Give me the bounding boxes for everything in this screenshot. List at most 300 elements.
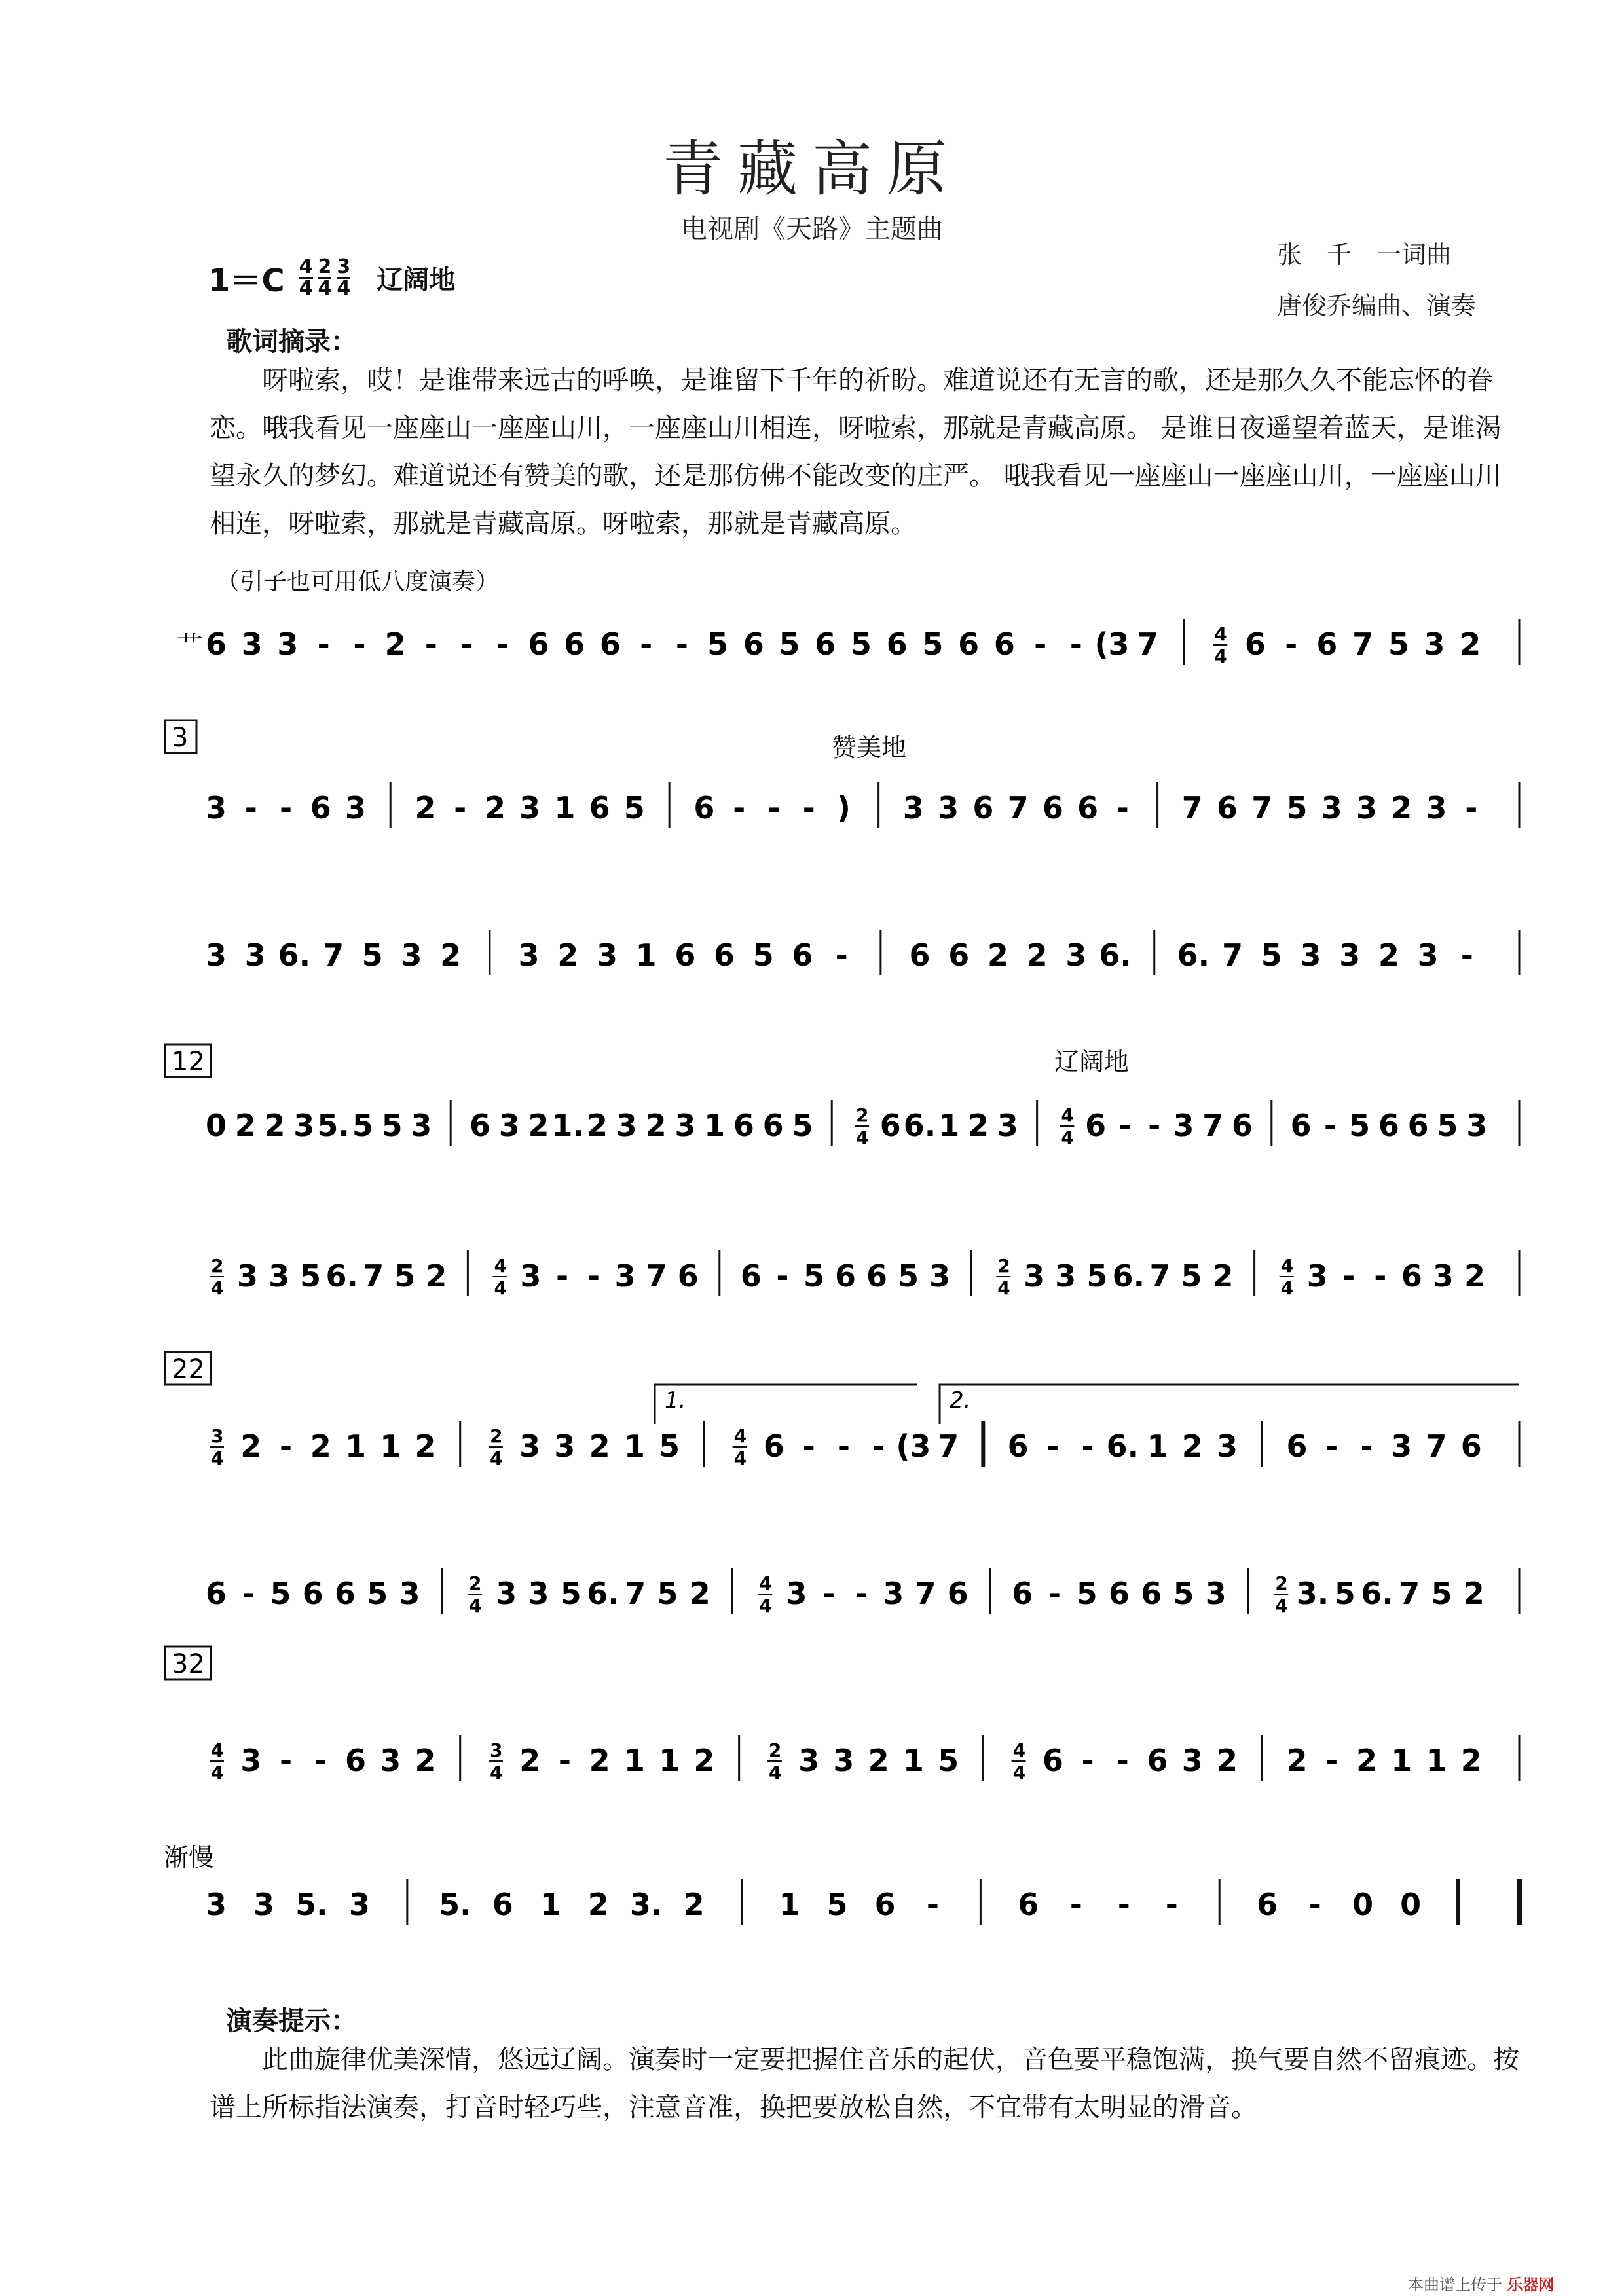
note: 2 <box>1460 1743 1482 1778</box>
note: 1 <box>380 1429 401 1464</box>
note: 3 <box>554 1429 576 1464</box>
note: 6 <box>1232 1108 1253 1143</box>
note: 3 <box>1432 1258 1454 1294</box>
music-score <box>157 589 1532 1964</box>
note: 2 <box>264 1108 286 1143</box>
note: 2 <box>1181 1429 1203 1464</box>
note: - <box>1325 1429 1338 1464</box>
note: 6 <box>564 627 585 662</box>
time-sig-den: 4 <box>211 1448 224 1469</box>
lyrics-body: 呀啦索，哎！是谁带来远古的呼唤，是谁留下千年的祈盼。难道说还有无言的歌，还是那久久不能忘怀的眷恋。哦我看见一座座山一座座山川，一座座山川相连，呀啦索，那就是青藏高原。 是谁日夜遥望着蓝天，是谁渴望永久的梦幻。难道说还有赞美的歌，还是那仿佛不能改变的庄严。 哦我看见一座座山一座座山川，一座座山川相连，呀啦索，那就是青藏高原。呀啦索，那就是青藏高原。 <box>210 365 1502 539</box>
note: 3 <box>348 1887 370 1922</box>
note: 5 <box>270 1576 291 1611</box>
key-signature <box>208 255 455 301</box>
note: - <box>1165 1887 1178 1922</box>
time-sig-den: 4 <box>856 1127 869 1148</box>
note: - <box>835 938 848 973</box>
note: - <box>1034 627 1047 662</box>
note: 5 <box>850 627 872 662</box>
note: 2 <box>693 1743 715 1778</box>
note: 6 <box>1378 1108 1399 1143</box>
note: 2 <box>587 1887 609 1922</box>
note: 7 <box>938 1429 959 1464</box>
tonality: 1＝C <box>208 263 285 299</box>
time-sig-num: 4 <box>211 1740 224 1761</box>
note: 7 <box>1149 1258 1171 1294</box>
time-sig-num: 2 <box>469 1573 482 1594</box>
time-sig-num: 3 <box>489 1740 503 1761</box>
note: 6 <box>866 1258 888 1294</box>
note: 3 <box>380 1743 401 1778</box>
time-sig-den: 4 <box>759 1595 772 1616</box>
note: 1 <box>779 1887 800 1922</box>
note: 1. <box>551 1108 585 1143</box>
note: (3 <box>896 1429 931 1464</box>
note: 6 <box>1077 790 1099 826</box>
note: 6 <box>1217 790 1238 826</box>
note: 3 <box>496 1576 517 1611</box>
intro-note: （引子也可用低八度演奏） <box>216 568 500 595</box>
note: 3 <box>399 1576 420 1611</box>
note: 6 <box>958 627 980 662</box>
note: 0 <box>1352 1887 1374 1922</box>
expression-text: 赞美地 <box>832 733 907 762</box>
note: 2 <box>987 938 1008 973</box>
note: 2 <box>519 1743 541 1778</box>
note: - <box>926 1887 939 1922</box>
note: - <box>1342 1258 1356 1294</box>
note: - <box>587 1258 600 1294</box>
note: 3 <box>596 938 618 973</box>
time-sig-num: 2 <box>997 1255 1010 1277</box>
note: 3 <box>519 790 541 826</box>
time-sig-den: 4 <box>733 1448 747 1469</box>
note: ) <box>836 790 851 826</box>
time-sig-den: 4 <box>1275 1595 1288 1616</box>
time-sig-den: 4 <box>211 1762 224 1783</box>
note: 3 <box>277 627 299 662</box>
note: 7 <box>646 1258 667 1294</box>
time-sig-den: 4 <box>1280 1277 1294 1299</box>
note: 3 <box>616 1108 637 1143</box>
note: 2 <box>1217 1743 1238 1778</box>
note: 6 <box>492 1887 513 1922</box>
note: 5 <box>1076 1576 1098 1611</box>
note: 6 <box>874 1887 896 1922</box>
note: 3 <box>344 790 366 826</box>
note: 2 <box>1356 1743 1378 1778</box>
time-sig-den: 4 <box>1214 646 1227 667</box>
note: - <box>1374 1258 1387 1294</box>
note: 3 <box>253 1887 274 1922</box>
note: 3 <box>1356 790 1378 826</box>
time-sig-num: 4 <box>759 1573 772 1594</box>
note: 2 <box>384 627 406 662</box>
note: 2 <box>415 790 436 826</box>
expression-text: 渐慢 <box>164 1843 214 1872</box>
note: 6 <box>1257 1887 1278 1922</box>
note: - <box>279 1743 293 1778</box>
note: 2 <box>645 1108 667 1143</box>
note: 3 <box>833 1743 855 1778</box>
note: 5 <box>1286 790 1308 826</box>
note: 6 <box>674 938 696 973</box>
note: 3 <box>1339 938 1361 973</box>
note: 6 <box>763 1429 784 1464</box>
note: - <box>1285 627 1298 662</box>
note: 6 <box>879 1108 901 1143</box>
rehearsal-number: 32 <box>172 1649 205 1679</box>
note: - <box>353 627 366 662</box>
ending-first: 1. <box>665 1387 686 1413</box>
note: 2 <box>1463 1576 1485 1611</box>
footer-watermark: 本曲谱上传于 乐器网 <box>1408 2276 1555 2294</box>
note: 3 <box>518 938 540 973</box>
note: 6 <box>469 1108 490 1143</box>
note: 3 <box>1306 1258 1328 1294</box>
note: - <box>558 1743 571 1778</box>
time-signature: 3 4 <box>337 255 351 300</box>
page-title: 青藏高原 <box>662 134 961 204</box>
note: 7 <box>1426 1429 1447 1464</box>
note: 3 <box>883 1576 904 1611</box>
note: 2 <box>310 1429 331 1464</box>
note: 2 <box>589 1429 610 1464</box>
note: 2 <box>1212 1258 1234 1294</box>
note: 6 <box>1244 627 1266 662</box>
note: 3 <box>1181 1743 1203 1778</box>
note: - <box>279 790 293 826</box>
note: 6. <box>278 938 311 973</box>
note: - <box>454 790 467 826</box>
time-sig-den: 4 <box>997 1277 1010 1299</box>
note: 1 <box>1426 1743 1447 1778</box>
note: 6 <box>310 790 331 826</box>
score-layer <box>164 619 1519 1925</box>
note: 6 <box>714 938 735 973</box>
note: 3 <box>1024 1258 1045 1294</box>
note: 3 <box>997 1108 1018 1143</box>
note: 3 <box>1173 1108 1194 1143</box>
time-signature: 2 4 <box>318 255 332 300</box>
note: 5. <box>317 1108 350 1143</box>
note: 3 <box>293 1108 315 1143</box>
time-sig-den: 4 <box>211 1277 224 1299</box>
time-sig-num: 2 <box>768 1740 782 1761</box>
note: - <box>1081 1429 1094 1464</box>
note: 2 <box>426 1258 447 1294</box>
tips-body: 此曲旋律优美深情，悠远辽阔。演奏时一定要把握住音乐的起伏，音色要平稳饱满，换气要自然不留痕迹。按谱上所标指法演奏，打音时轻巧些，注意音准，换把要放松自然，不宜带有太明显的滑音。 <box>210 2045 1519 2123</box>
note: 6 <box>792 938 813 973</box>
note: - <box>1046 1429 1060 1464</box>
time-sig-num: 2 <box>856 1104 869 1126</box>
note: 5 <box>1431 1576 1452 1611</box>
note: 6. <box>903 1108 936 1143</box>
note: 7 <box>1222 938 1244 973</box>
note: 2 <box>1391 790 1412 826</box>
note: 6 <box>1286 1429 1308 1464</box>
note: 1 <box>704 1108 726 1143</box>
note: 6 <box>334 1576 356 1611</box>
note: 6 <box>886 627 908 662</box>
note: 5 <box>1173 1576 1194 1611</box>
note: 5 <box>752 938 774 973</box>
note: 5 <box>898 1258 919 1294</box>
note: 6 <box>302 1576 323 1611</box>
note: 6 <box>972 790 994 826</box>
note: 6 <box>834 1258 856 1294</box>
time-sig-den: 4 <box>494 1277 507 1299</box>
note: - <box>855 1576 868 1611</box>
note: - <box>314 1743 327 1778</box>
note: 7 <box>1399 1576 1420 1611</box>
note: 1 <box>635 938 657 973</box>
note: 6 <box>528 627 549 662</box>
note: 2 <box>868 1743 889 1778</box>
note: 6 <box>1290 1108 1312 1143</box>
note: 6 <box>909 938 931 973</box>
note: 5 <box>826 1887 848 1922</box>
note: - <box>767 790 781 826</box>
note: 6 <box>1108 1576 1130 1611</box>
time-sig-den: 4 <box>768 1762 782 1783</box>
note: 6 <box>1085 1108 1107 1143</box>
note: 2 <box>528 1108 549 1143</box>
time-sig-num: 4 <box>1061 1104 1074 1126</box>
note: - <box>279 1429 293 1464</box>
note: 3 <box>1426 790 1447 826</box>
note: (3 <box>1094 627 1130 662</box>
note: 3 <box>938 790 959 826</box>
note: - <box>424 627 437 662</box>
note: 3 <box>268 1258 290 1294</box>
free-tempo-mark: 艹 <box>177 631 203 661</box>
note: 5 <box>1437 1108 1458 1143</box>
note: 1 <box>902 1743 924 1778</box>
time-sig-num: 2 <box>1275 1573 1288 1594</box>
note: 6. <box>1112 1258 1145 1294</box>
note: 2 <box>240 1429 262 1464</box>
note: 5 <box>707 627 729 662</box>
note: 6 <box>1018 1887 1039 1922</box>
note: 6 <box>743 627 764 662</box>
note: 3 <box>205 790 227 826</box>
note: 2 <box>1026 938 1048 973</box>
note: 2 <box>440 938 462 973</box>
note: - <box>1360 1429 1373 1464</box>
ending-bracket <box>940 1385 1519 1424</box>
note: 7 <box>915 1576 936 1611</box>
note: 3 <box>205 1887 227 1922</box>
note: 3 <box>902 790 924 826</box>
note: 7 <box>1202 1108 1224 1143</box>
note: - <box>1069 627 1082 662</box>
note: 3 <box>1466 1108 1488 1143</box>
note: - <box>776 1258 789 1294</box>
note: 6 <box>205 1576 227 1611</box>
note: 2 <box>968 1108 989 1143</box>
expression-text: 辽阔地 <box>1054 1048 1130 1076</box>
note: 5 <box>1261 938 1282 973</box>
note: 6. <box>1099 938 1132 973</box>
note: 5 <box>352 1108 373 1143</box>
note: 5 <box>792 1108 813 1143</box>
note: - <box>1118 1108 1132 1143</box>
note: 7 <box>1181 790 1203 826</box>
note: 7 <box>625 1576 646 1611</box>
note: 6 <box>1407 1108 1429 1143</box>
note: 3 <box>401 938 422 973</box>
note: 5 <box>361 938 383 973</box>
note: 5 <box>657 1576 678 1611</box>
note: 2 <box>234 1108 256 1143</box>
note: 6. <box>325 1258 358 1294</box>
note: 6 <box>993 627 1015 662</box>
time-sig-num: 2 <box>211 1255 224 1277</box>
note: 6 <box>740 1258 762 1294</box>
note: 5 <box>381 1108 403 1143</box>
tips-heading: 演奏提示： <box>226 2005 357 2036</box>
time-sig-den: 4 <box>489 1762 503 1783</box>
note: 3 <box>1055 1258 1077 1294</box>
note: 1 <box>623 1743 645 1778</box>
note: 6 <box>205 627 227 662</box>
note: - <box>1081 1743 1094 1778</box>
note: 6 <box>948 938 970 973</box>
note: - <box>1308 1887 1321 1922</box>
note: 7 <box>363 1258 384 1294</box>
note: 6 <box>344 1743 366 1778</box>
note: 3. <box>1296 1576 1329 1611</box>
note: - <box>1048 1576 1061 1611</box>
note: 6 <box>589 790 610 826</box>
note: - <box>872 1429 885 1464</box>
note: 3 <box>1205 1576 1227 1611</box>
time-sig-num: 4 <box>1214 623 1227 645</box>
note: 5 <box>560 1576 581 1611</box>
note: - <box>244 790 257 826</box>
note: 3 <box>1391 1429 1412 1464</box>
note: 6 <box>599 627 621 662</box>
time-sig-num: 4 <box>733 1425 747 1447</box>
note: 2 <box>683 1887 705 1922</box>
note: - <box>555 1258 569 1294</box>
note: - <box>317 627 330 662</box>
note: 3 <box>411 1108 432 1143</box>
note: 6 <box>1460 1429 1482 1464</box>
lyrics-heading: 歌词摘录： <box>226 326 357 357</box>
page-subtitle: 电视剧《天路》主题曲 <box>681 214 943 244</box>
note: 6 <box>1401 1258 1422 1294</box>
note: 5 <box>922 627 944 662</box>
note: - <box>1323 1108 1337 1143</box>
note: - <box>1325 1743 1338 1778</box>
note: 3 <box>237 1258 259 1294</box>
note: 5 <box>367 1576 388 1611</box>
note: - <box>1117 1887 1130 1922</box>
note: - <box>460 627 473 662</box>
note: 3 <box>1065 938 1087 973</box>
note: 3 <box>1424 627 1445 662</box>
note: - <box>640 627 653 662</box>
note: 2 <box>557 938 579 973</box>
note: 5 <box>779 627 800 662</box>
rehearsal-number: 3 <box>172 723 189 753</box>
note: 5 <box>659 1429 680 1464</box>
note: 2 <box>589 1743 610 1778</box>
time-sig-den: 4 <box>489 1448 503 1469</box>
time-sig-num: 4 <box>1280 1255 1294 1277</box>
time-sig-den: 4 <box>1061 1127 1074 1148</box>
note: 5 <box>1181 1258 1202 1294</box>
note: 5 <box>623 790 645 826</box>
note: - <box>242 1576 255 1611</box>
note: 3 <box>241 627 263 662</box>
note: 5 <box>394 1258 416 1294</box>
note: 3 <box>498 1108 520 1143</box>
note: - <box>1465 790 1478 826</box>
note: 2 <box>1286 1743 1308 1778</box>
time-sig-den: 4 <box>469 1595 482 1616</box>
note: 6 <box>1316 627 1338 662</box>
note: 2 <box>415 1429 436 1464</box>
time-sig-num: 4 <box>494 1255 507 1277</box>
note: 2 <box>689 1576 710 1611</box>
note: 1 <box>540 1887 561 1922</box>
note: 3 <box>240 1743 262 1778</box>
note: - <box>1116 790 1129 826</box>
note: 1 <box>1147 1429 1168 1464</box>
note: 3 <box>520 1258 542 1294</box>
note: 7 <box>1251 790 1273 826</box>
note: 0 <box>205 1108 227 1143</box>
note: - <box>822 1576 836 1611</box>
note: 6 <box>1042 1743 1063 1778</box>
time-sig-num: 4 <box>1012 1740 1026 1761</box>
note: 5 <box>803 1258 824 1294</box>
note: 3 <box>528 1576 549 1611</box>
note: 3. <box>629 1887 663 1922</box>
note: - <box>1460 938 1473 973</box>
note: 2 <box>587 1108 608 1143</box>
note: 6 <box>1147 1743 1168 1778</box>
note: 2 <box>1378 938 1399 973</box>
note: 5 <box>1388 627 1409 662</box>
note: - <box>675 627 688 662</box>
note: 7 <box>1007 790 1029 826</box>
note: 6 <box>762 1108 784 1143</box>
note: 3 <box>786 1576 807 1611</box>
note: 3 <box>519 1429 541 1464</box>
rehearsal-number: 22 <box>172 1355 205 1385</box>
note: 3 <box>1321 790 1342 826</box>
note: 6 <box>815 627 836 662</box>
note: 1 <box>938 1108 960 1143</box>
note: 5 <box>300 1258 322 1294</box>
note: 6. <box>587 1576 619 1611</box>
note: 2 <box>484 790 506 826</box>
note: - <box>802 790 815 826</box>
note: 3 <box>929 1258 951 1294</box>
note: 1 <box>1391 1743 1412 1778</box>
rehearsal-number: 12 <box>172 1047 205 1077</box>
note: 1 <box>554 790 576 826</box>
note: 6 <box>1007 1429 1029 1464</box>
note: 2 <box>1464 1258 1485 1294</box>
note: 6 <box>947 1576 969 1611</box>
note: - <box>1116 1743 1129 1778</box>
note: 5 <box>1086 1258 1108 1294</box>
